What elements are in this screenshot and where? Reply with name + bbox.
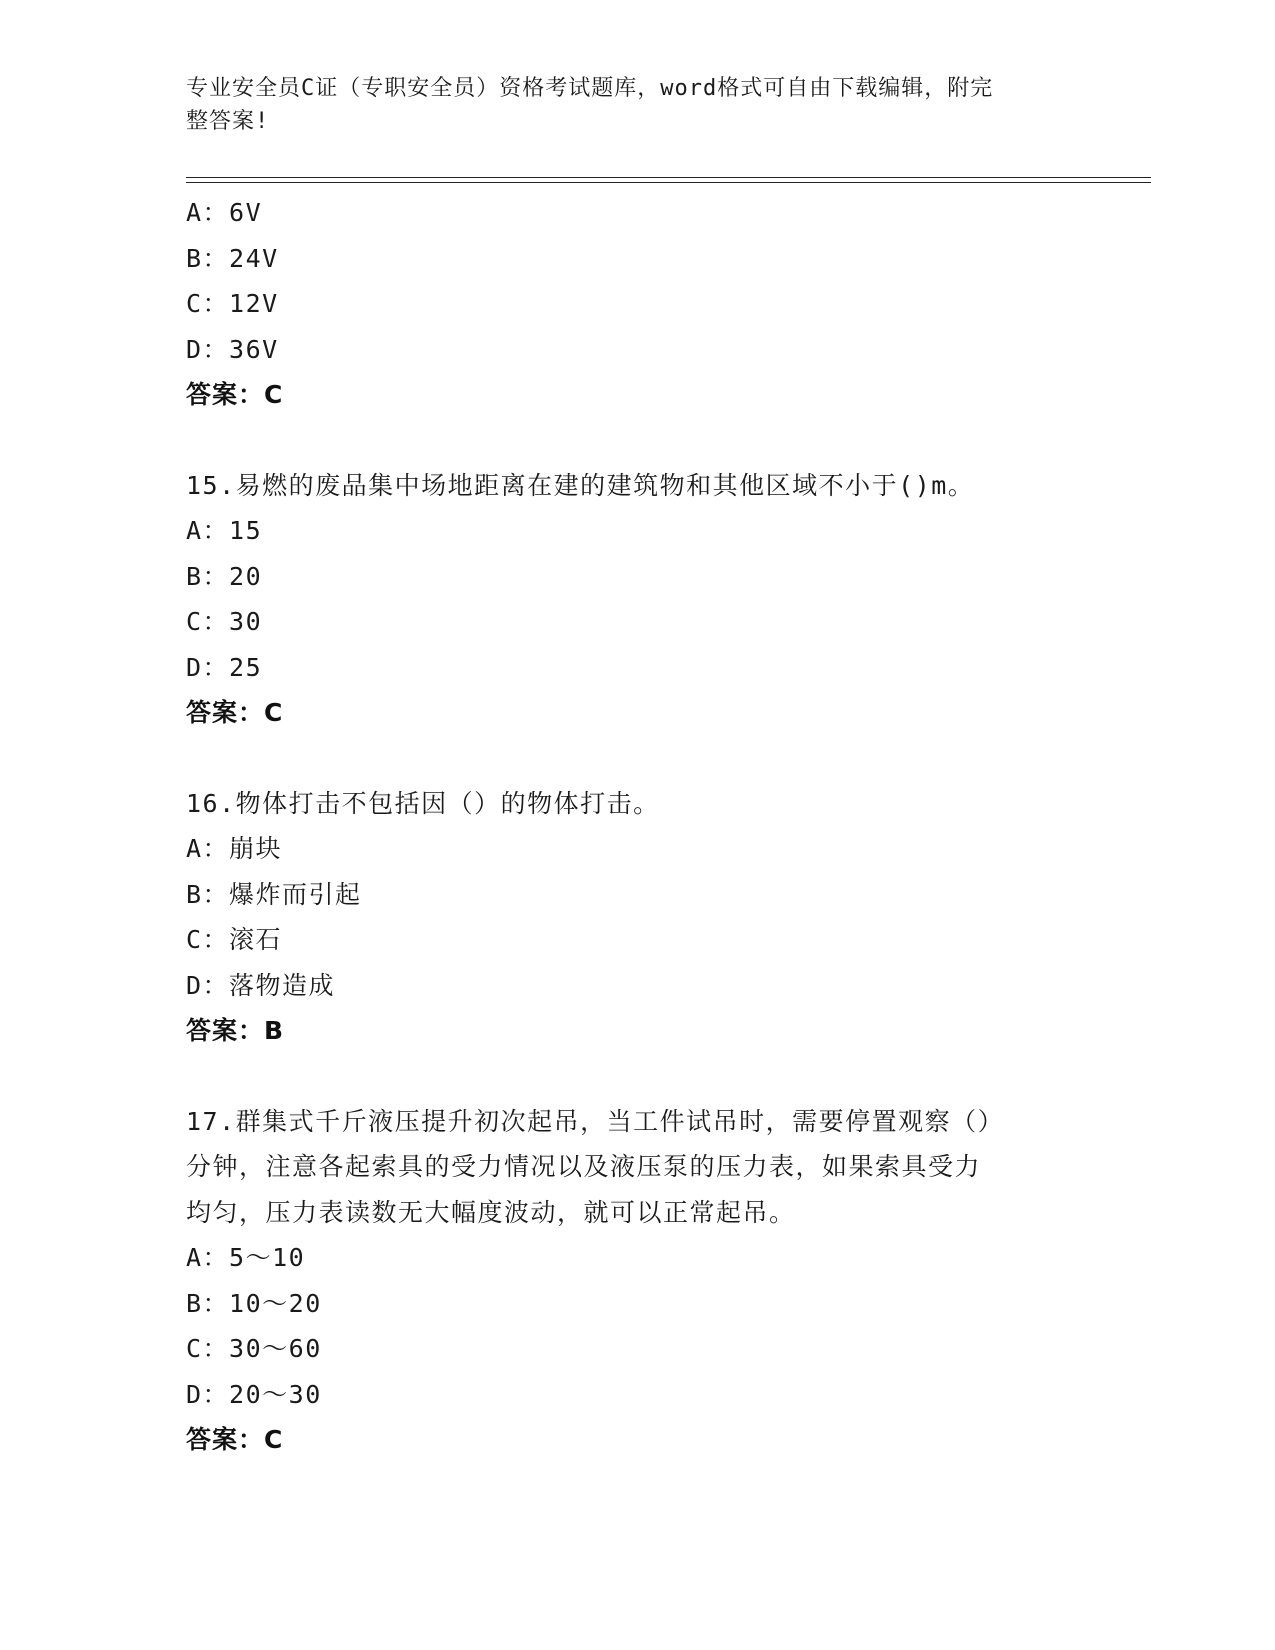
answer-line: 答案：C <box>186 698 284 727</box>
option-d: D：20～30 <box>186 1379 322 1409</box>
document-header <box>186 72 1066 138</box>
question-16 <box>186 781 1086 1054</box>
question-stem-line-2: 分钟，注意各起索具的受力情况以及液压泵的压力表，如果索具受力 <box>186 1152 982 1181</box>
option-d: D：落物造成 <box>186 970 336 1000</box>
question-stem: 16.物体打击不包括因（）的物体打击。 <box>186 788 660 818</box>
question-list <box>186 190 1086 1463</box>
spacer <box>186 418 1086 463</box>
spacer <box>186 1054 1086 1099</box>
option-b: B：10～20 <box>186 1288 322 1318</box>
header-divider-top <box>186 177 1151 178</box>
option-c: C：30 <box>186 607 263 636</box>
option-c: C：30～60 <box>186 1334 322 1363</box>
option-b: B：20 <box>186 561 263 591</box>
header-divider-bottom <box>186 182 1151 183</box>
question-stem-line-1: 17.群集式千斤液压提升初次起吊，当工件试吊时，需要停置观察（） <box>186 1106 1005 1136</box>
header-title-line-1: 专业安全员C证（专职安全员）资格考试题库，word格式可自由下载编辑，附完 <box>186 76 994 101</box>
option-b: B：24V <box>186 243 279 273</box>
option-b: B：爆炸而引起 <box>186 879 362 909</box>
option-a: A：6V <box>186 198 263 227</box>
header-title-line-2: 整答案! <box>186 109 270 134</box>
answer-line: 答案：C <box>186 380 284 409</box>
option-c: C：滚石 <box>186 925 283 954</box>
option-c: C：12V <box>186 289 279 318</box>
answer-line: 答案：B <box>186 1016 285 1045</box>
option-d: D：25 <box>186 652 263 682</box>
question-stem-line-3: 均匀，压力表读数无大幅度波动，就可以正常起吊。 <box>186 1197 796 1227</box>
option-d: D：36V <box>186 334 279 364</box>
option-a: A：15 <box>186 516 263 545</box>
answer-line: 答案：C <box>186 1425 284 1454</box>
spacer <box>186 736 1086 781</box>
question-17 <box>186 1099 1086 1463</box>
option-a: A：崩块 <box>186 834 283 863</box>
question-15 <box>186 463 1086 736</box>
question-14 <box>186 190 1086 418</box>
question-stem: 15.易燃的废品集中场地距离在建的建筑物和其他区域不小于()m。 <box>186 470 975 500</box>
option-a: A：5～10 <box>186 1243 306 1272</box>
